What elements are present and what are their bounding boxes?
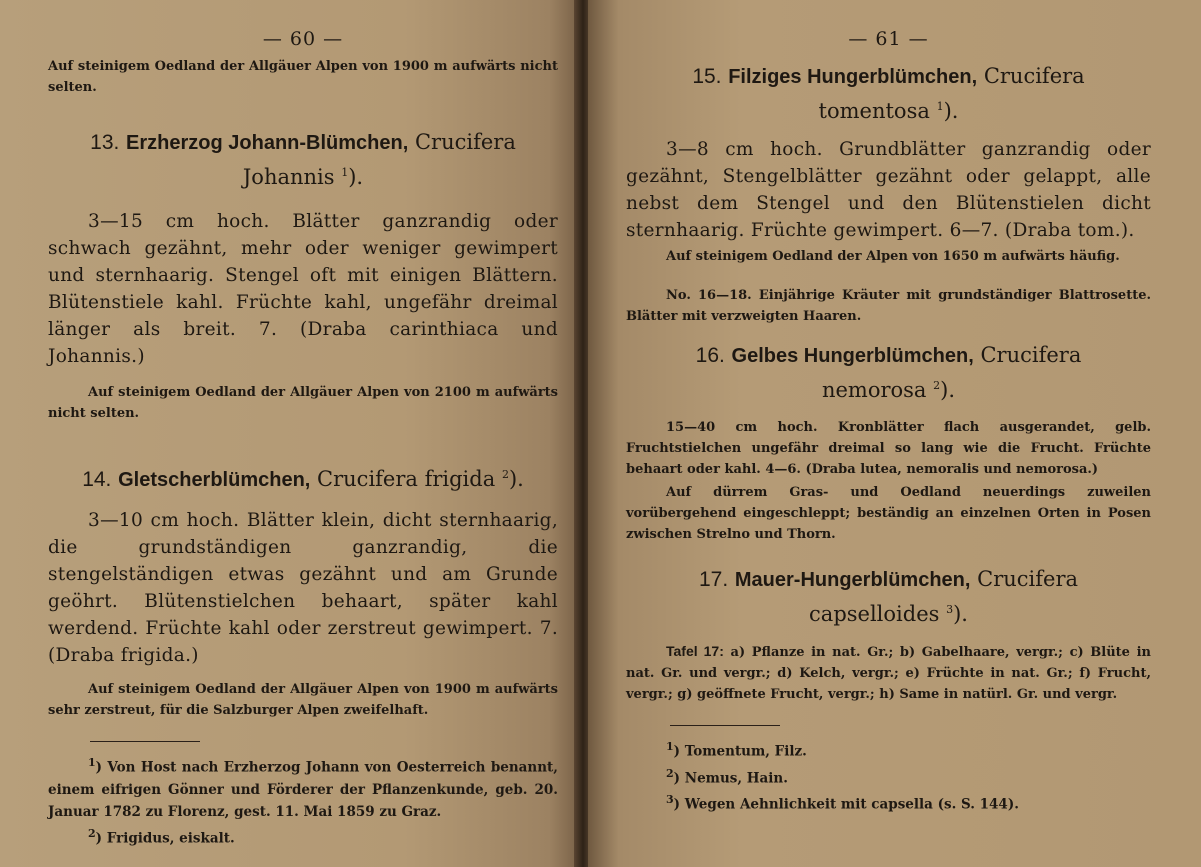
intro-habitat: Auf steinigem Oedland der Allgäuer Alpen von 1900 m aufwärts nicht selten. bbox=[48, 59, 558, 95]
entry-17-plate: Tafel 17: a) Pflanze in nat. Gr.; b) Gabelhaare, vergr.; c) Blüte in nat. Gr. und vergr.; d) Kelch, vergr.; e) Früchte in nat. Gr.; f) Frucht, vergr.; g) geöffnete Frucht, vergr.; h) Same in natürl. Gr. und vergr. bbox=[626, 643, 1151, 702]
footnote-1: $^1$) Von Host nach Erzherzog Johann von Oesterreich benannt, einem eifrigen Gönner und Förderer der Pflanzenkunde, geb. 20. Januar 1782 zu Florenz, gest. 11. Mai 1859 zu Graz. bbox=[48, 756, 558, 820]
footnote-right-3: $^3$) Wegen Aehnlichkeit mit capsella (s. S. 144). bbox=[666, 793, 1019, 813]
entry-15-description: 3—8 cm hoch. Grundblätter ganzrandig oder gezähnt, Stengelblätter gezähnt oder gelappt, alle nebst dem Stengel und den Blütenstielen dicht sternhaarig. Früchte gewimpert. 6—7. (Draba tom.). bbox=[626, 139, 1151, 241]
entry-16-description: 15—40 cm hoch. Kronblätter flach ausgerandet, gelb. Fruchtstielchen ungefähr dreimal so lang wie die Frucht. Früchte behaart oder kahl. 4—6. (Draba lutea, nemoralis und nemorosa.) bbox=[626, 420, 1151, 477]
entry-17-heading: 17. Mauer-Hungerblümchen, Crucifera capselloides $^3$). bbox=[698, 567, 1079, 626]
entry-13-habitat: Auf steinigem Oedland der Allgäuer Alpen von 2100 m aufwärts nicht selten. bbox=[48, 385, 558, 421]
entry-16-heading: 16. Gelbes Hungerblümchen, Crucifera nemorosa $^2$). bbox=[695, 343, 1082, 402]
entry-13-heading: 13. Erzherzog Johann-Blümchen, Crucifera Johannis $^1$). bbox=[90, 130, 516, 189]
entry-16-habitat: Auf dürrem Gras- und Oedland neuerdings zuweilen vorübergehend eingeschleppt; beständig an einzelnen Orten in Posen zwischen Strelno und Thorn. bbox=[626, 485, 1151, 542]
page-number-61: — 61 — bbox=[848, 28, 929, 50]
entry-14-habitat: Auf steinigem Oedland der Allgäuer Alpen von 1900 m aufwärts sehr zerstreut, für die Salzburger Alpen zweifelhaft. bbox=[48, 682, 558, 718]
entry-13-description: 3—15 cm hoch. Blätter ganzrandig oder schwach gezähnt, mehr oder weniger gewimpert und sternhaarig. Stengel oft mit einigen Blättern. Blütenstiele kahl. Früchte kahl, ungefähr dreimal länger als breit. 7. (Draba carinthiaca und Johannis.) bbox=[48, 211, 558, 367]
entry-15-heading: 15. Filziges Hungerblümchen, Crucifera tomentosa $^1$). bbox=[692, 64, 1085, 123]
footnote-right-1: $^1$) Tomentum, Filz. bbox=[666, 740, 807, 760]
entry-14-heading: 14. Gletscherblümchen, Crucifera frigida $^2$). bbox=[82, 467, 524, 491]
footnote-divider bbox=[90, 741, 200, 742]
footnote-right-2: $^2$) Nemus, Hain. bbox=[666, 766, 788, 786]
group-note: No. 16—18. Einjährige Kräuter mit grundständiger Blattrosette. Blätter mit verzweigten Haaren. bbox=[626, 288, 1151, 324]
left-page bbox=[0, 0, 578, 867]
footnote-2: $^2$) Frigidus, eiskalt. bbox=[88, 826, 235, 846]
footnote-divider-right bbox=[670, 725, 780, 726]
right-page bbox=[588, 0, 1201, 867]
entry-15-habitat: Auf steinigem Oedland der Alpen von 1650 m aufwärts häufig. bbox=[666, 249, 1120, 264]
page-number-60: — 60 — bbox=[262, 28, 344, 50]
entry-14-description: 3—10 cm hoch. Blätter klein, dicht sternhaarig, die grundständigen ganzrandig, die stengelständigen etwas gezähnt und am Grunde geöhrt. Blütenstielchen behaart, später kahl werdend. Früchte kahl oder zerstreut gewimpert. 7. (Draba frigida.) bbox=[48, 510, 558, 666]
